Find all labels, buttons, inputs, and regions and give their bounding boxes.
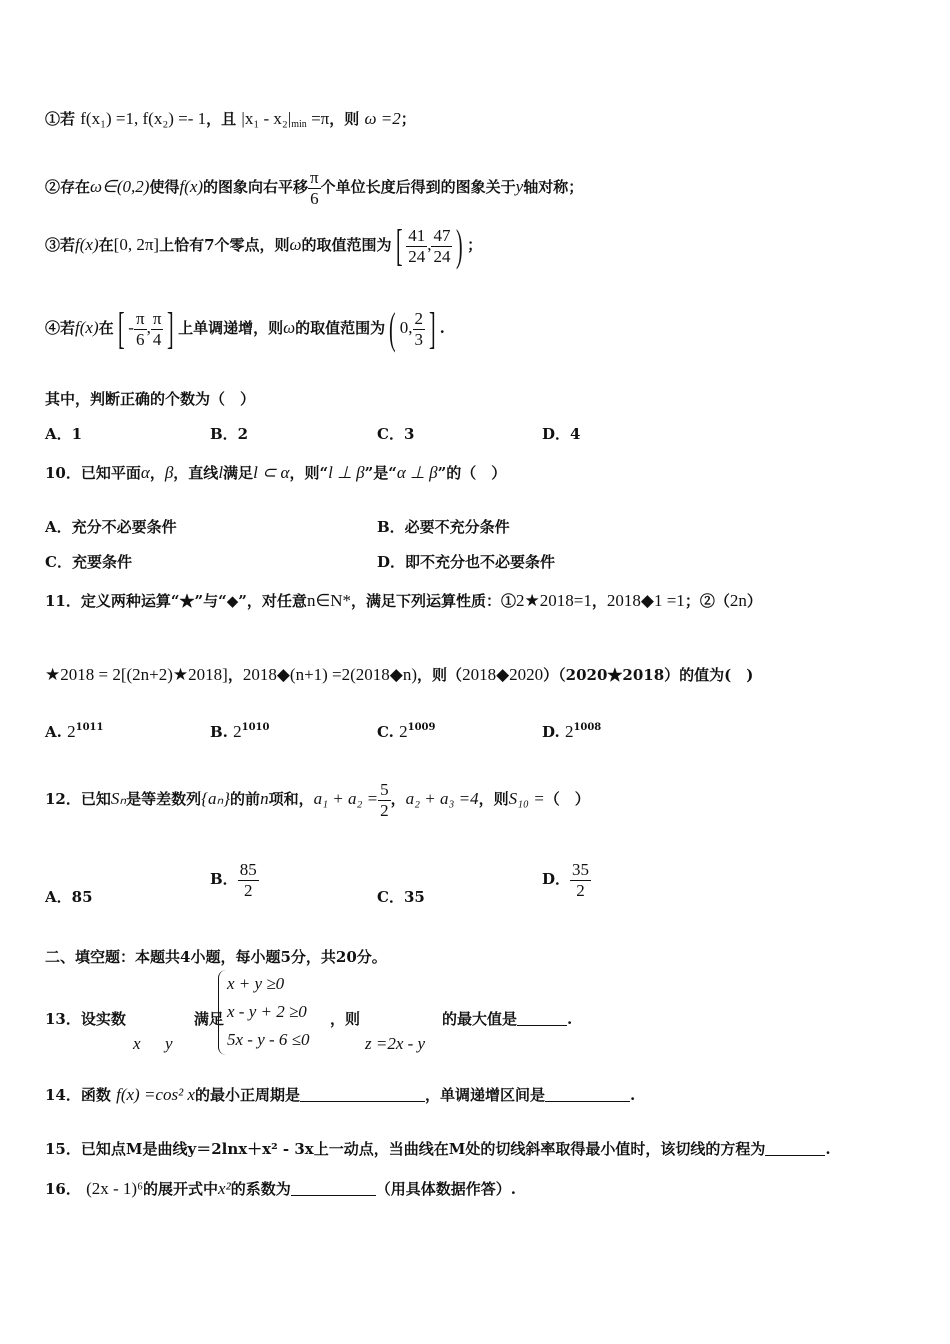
fraction: $\frac{\pi}{6}$ bbox=[135, 308, 145, 349]
question-13-tail: ，则 的最大值是 . bbox=[330, 1010, 573, 1028]
text: ，则 bbox=[329, 110, 360, 128]
answer-blank[interactable] bbox=[300, 1101, 425, 1102]
option-c: C．35 bbox=[377, 888, 425, 906]
constraint-system: x + y ≥0 x - y + 2 ≥0 5x - y - 6 ≤0 bbox=[218, 970, 329, 1055]
statement-3: ③若f(x)在[0, 2π]上恰有7个零点，则ω的取值范围为[ $\frac{41}{24}$ , $\frac{47}{24}$ ) ； bbox=[45, 221, 483, 270]
statement-number: ② bbox=[45, 178, 61, 197]
option-b: B．2 bbox=[210, 425, 249, 443]
formula: f(x) bbox=[179, 177, 204, 197]
statement-1 bbox=[45, 108, 416, 130]
section-title: 二、填空题：本题共4小题，每小题5分，共20分。 bbox=[45, 948, 387, 966]
option-c: C．充要条件 bbox=[45, 553, 132, 571]
question-15: 15．已知点M是曲线y＝2lnx＋x² - 3x上一动点，当曲线在M处的切线斜率取得最小值时，该切线的方程为 . bbox=[45, 1140, 831, 1158]
option-a: A．1 bbox=[45, 425, 83, 443]
answer-blank[interactable] bbox=[517, 1025, 567, 1026]
formula: f(x) bbox=[75, 235, 99, 254]
fraction: $\frac{\pi}{4}$ bbox=[152, 308, 162, 349]
question-11-line-1: 11．定义两种运算“★”与“◆”，对任意n∈N*，满足下列运算性质：①2★2018=1，2018◆1 =1；②（2n） bbox=[45, 591, 762, 610]
formula: f(x) bbox=[75, 318, 99, 337]
text: . bbox=[439, 319, 445, 337]
text: 上恰有7个零点，则 bbox=[159, 236, 290, 254]
option-c: C. $2^{1009}$ bbox=[377, 722, 436, 741]
answer-blank[interactable] bbox=[545, 1101, 630, 1102]
fraction: $\frac{47}{24}$ bbox=[433, 225, 451, 266]
variable-y: y bbox=[165, 1034, 173, 1053]
text: 在 bbox=[98, 319, 114, 337]
question-16: 16． (2x - 1)⁶的展开式中x²的系数为 （用具体数据作答）. bbox=[45, 1179, 516, 1198]
formula: min bbox=[291, 119, 307, 130]
text: 的取值范围为 bbox=[301, 236, 392, 254]
objective: z =2x - y bbox=[365, 1034, 426, 1053]
question-12: 12．已知Sₙ是等差数列{aₙ}的前n项和，a₁ + a₂ = $\frac{5}{2}$ ，a₂ + a₃ =4，则S₁₀ =（ ） bbox=[45, 780, 590, 820]
fraction: $\frac{\pi}{6}$ bbox=[310, 168, 319, 208]
formula: ω =2 bbox=[364, 109, 401, 128]
formula: f(x₁) =1, f(x₂) =- 1 bbox=[80, 109, 207, 128]
formula: |x₁ - x₂| bbox=[241, 109, 292, 128]
text: 的图象向右平移 bbox=[203, 178, 309, 197]
option-b: B．必要不充分条件 bbox=[377, 518, 510, 536]
text: 轴对称； bbox=[523, 178, 584, 197]
option-a: A．充分不必要条件 bbox=[45, 518, 177, 536]
statement-number: ③ bbox=[45, 236, 61, 254]
statement-number: ① bbox=[45, 110, 61, 128]
option-d: D．即不充分也不必要条件 bbox=[377, 553, 556, 571]
text: 若 bbox=[60, 110, 76, 128]
formula: =π bbox=[306, 109, 330, 128]
answer-blank[interactable] bbox=[765, 1155, 825, 1156]
option-d: D. $2^{1008}$ bbox=[542, 722, 602, 741]
formula: ω∈(0,2) bbox=[90, 177, 150, 197]
text: 上单调递增，则 bbox=[178, 319, 284, 337]
text: 个单位长度后得到的图象关于 bbox=[320, 178, 516, 197]
text: ； bbox=[467, 236, 483, 254]
question-9-stem: 其中，判断正确的个数为（ ） bbox=[45, 390, 256, 408]
option-d: D． $\frac{35}{2}$ bbox=[542, 860, 590, 900]
formula: ω bbox=[283, 318, 296, 337]
question-13: 13．设实数 满足 bbox=[45, 1010, 224, 1028]
statement-4: ④若f(x)在[ - $\frac{\pi}{6}$ , $\frac{\pi}{4}$ ] 上单调递增，则ω的取值范围为( 0, $\frac{2}{3}$ ] . bbox=[45, 304, 445, 353]
text: 使得 bbox=[149, 178, 180, 197]
option-b: B． $\frac{85}{2}$ bbox=[210, 860, 257, 900]
formula: ω bbox=[289, 235, 302, 254]
text: 存在 bbox=[60, 178, 91, 197]
text: 若 bbox=[60, 319, 76, 337]
option-c: C．3 bbox=[377, 425, 415, 443]
question-10: 10．已知平面α，β，直线l满足l ⊂ α，则“l ⊥ β”是“α ⊥ β”的（ ） bbox=[45, 463, 507, 482]
fraction: $\frac{41}{24}$ bbox=[408, 225, 426, 266]
option-a: A. $2^{1011}$ bbox=[45, 722, 104, 741]
text: 在 bbox=[98, 236, 114, 254]
text: ，且 bbox=[206, 110, 237, 128]
question-11-line-2: ★2018 = 2[(2n+2)★2018]，2018◆(n+1) =2(2018◆n)，则（2018◆2020）（2020★2018）的值为( ) bbox=[45, 665, 754, 684]
text: 的取值范围为 bbox=[295, 319, 386, 337]
text: 若 bbox=[60, 236, 76, 254]
fraction: $\frac{2}{3}$ bbox=[414, 308, 424, 349]
option-d: D．4 bbox=[542, 425, 581, 443]
statement-2 bbox=[45, 168, 583, 208]
option-a: A．85 bbox=[45, 888, 93, 906]
statement-number: ④ bbox=[45, 319, 61, 337]
question-14: 14．函数 f(x) =cos² x的最小正周期是 ，单调递增区间是 . bbox=[45, 1085, 636, 1104]
variable-x: x bbox=[133, 1034, 141, 1053]
interval: [0, 2π] bbox=[113, 235, 160, 254]
option-b: B. $2^{1010}$ bbox=[210, 722, 270, 741]
formula: y bbox=[515, 177, 524, 197]
text: ； bbox=[400, 110, 416, 128]
answer-blank[interactable] bbox=[291, 1195, 376, 1196]
